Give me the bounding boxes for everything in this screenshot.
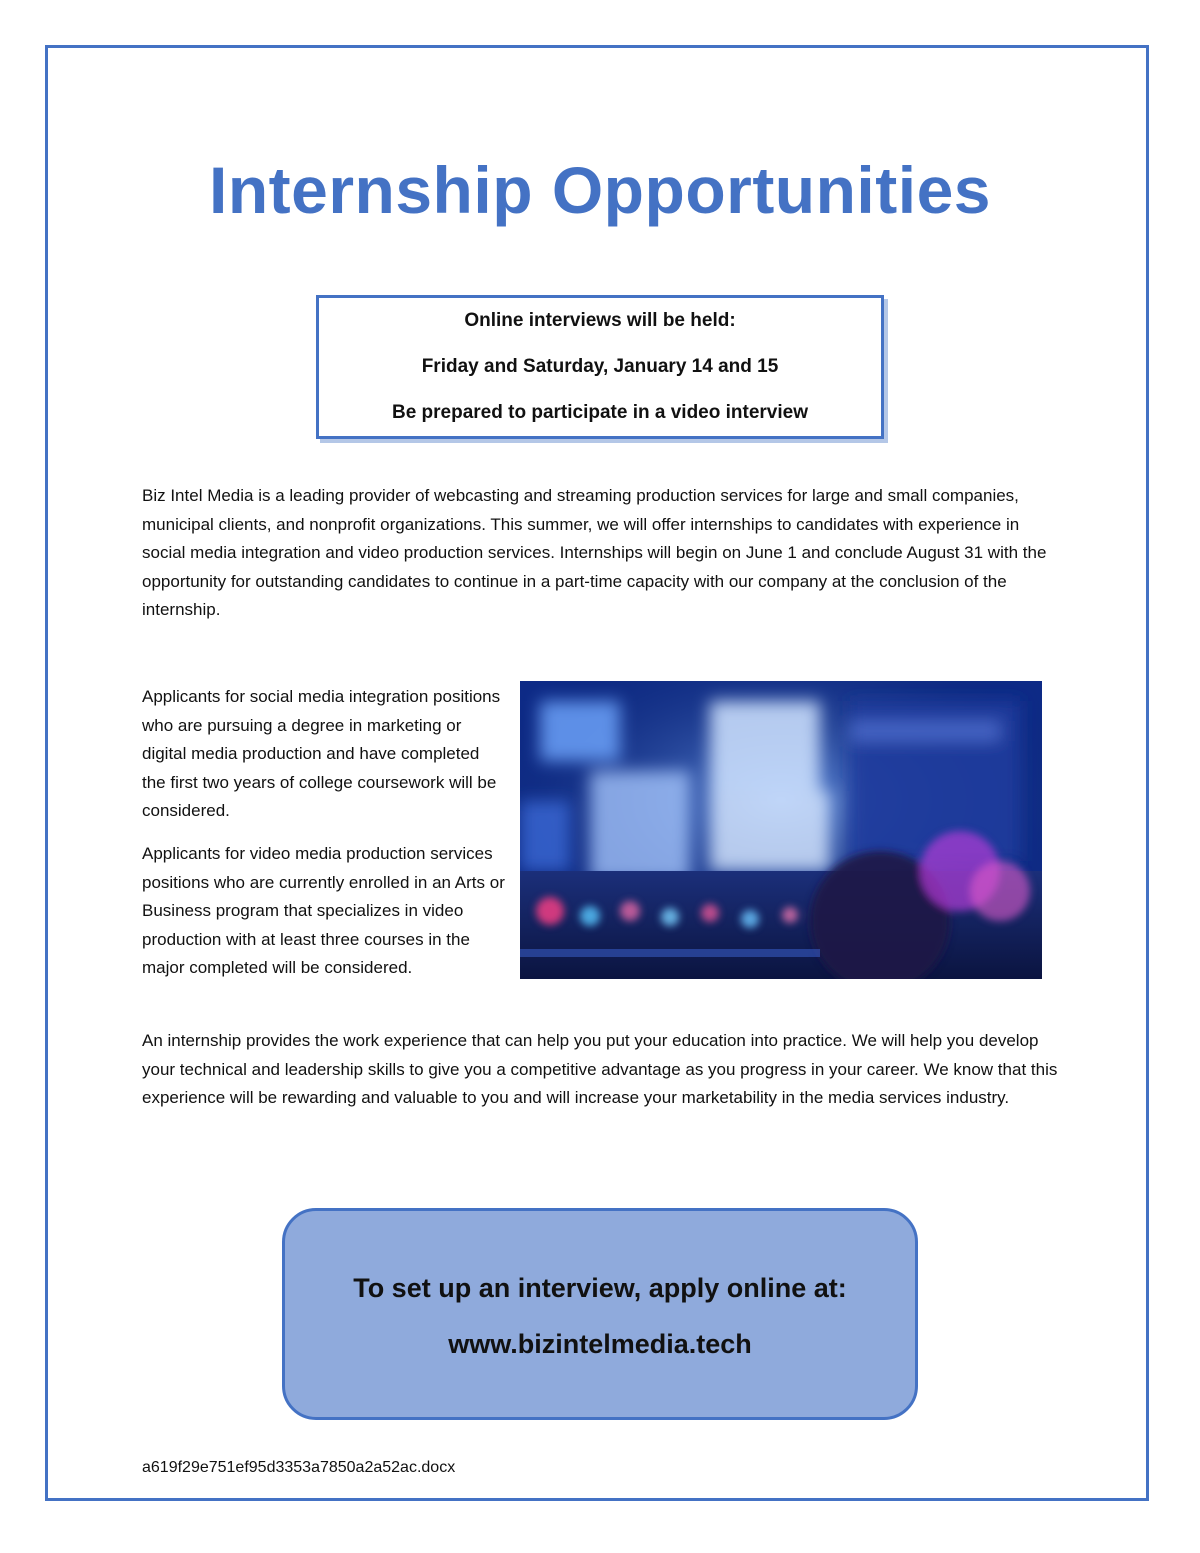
studio-photo bbox=[520, 681, 1042, 979]
interview-info-box bbox=[316, 295, 884, 439]
closing-paragraph: An internship provides the work experience that can help you put your education into practice. We will help you develop your technical and leadership skills to give you a competitive advantage as you progress in your career. We know that this experience will be rewarding and valuable to you and will increase your marketability in the media services industry. bbox=[142, 1031, 1058, 1107]
interview-note: Be prepared to participate in a video interview bbox=[391, 402, 808, 423]
page-title: Internship Opportunities bbox=[209, 153, 991, 227]
intro-paragraph: Biz Intel Media is a leading provider of webcasting and streaming production services for large and small companies, municipal clients, and nonprofit organizations. This summer, we will offer internships to candidates with experience in social media integration and video production services. Internships will begin on June 1 and conclude August 31 with the opportunity for outstanding candidates to continue in a part-time capacity with our company at the conclusion of the internship. bbox=[142, 486, 1047, 619]
social-media-paragraph: Applicants for social media integration positions who are pursuing a degree in marketing or digital media production and have completed the first two years of college coursework will be considered. bbox=[142, 687, 501, 820]
interview-dates: Friday and Saturday, January 14 and 15 bbox=[421, 356, 779, 377]
apply-callout-box bbox=[282, 1208, 918, 1420]
apply-instruction: To set up an interview, apply online at: bbox=[353, 1273, 847, 1303]
video-production-paragraph: Applicants for video media production services positions who are currently enrolled in an Arts or Business program that specializes in video production with at least three courses in the major completed will be considered. bbox=[142, 844, 505, 977]
apply-url-link[interactable]: www.bizintelmedia.tech bbox=[448, 1329, 752, 1359]
video-studio-image bbox=[520, 681, 1042, 979]
interview-heading: Online interviews will be held: bbox=[464, 310, 736, 331]
document-filename: a619f29e751ef95d3353a7850a2a52ac.docx bbox=[142, 1459, 456, 1476]
